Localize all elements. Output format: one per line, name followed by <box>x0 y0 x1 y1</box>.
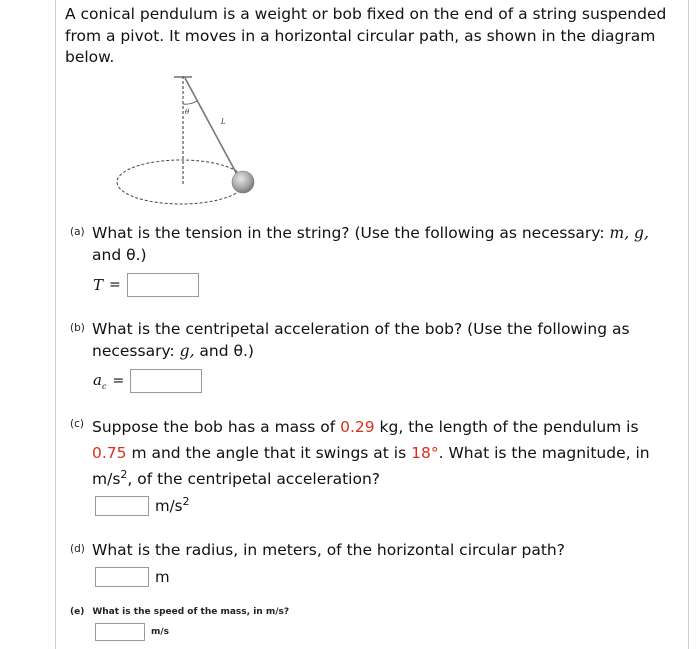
speed-input[interactable] <box>95 623 145 641</box>
part-a-answer-row <box>93 273 199 297</box>
theta-label: θ <box>185 108 190 116</box>
part-a-question: What is the tension in the string? (Use the following as necessary: m, g, and θ.) <box>92 224 649 264</box>
part-b-question: What is the centripetal acceleration of the bob? (Use the following as necessary: g, and θ.) <box>92 320 630 360</box>
conical-pendulum-diagram <box>110 74 260 214</box>
tension-input[interactable] <box>127 273 199 297</box>
centripetal-accel-value-input[interactable] <box>95 496 149 516</box>
part-c-unit: $m/s^2$ <box>155 495 190 515</box>
part-b-answer-row <box>93 369 202 393</box>
circular-path <box>117 160 245 204</box>
centripetal-accel-label: $a_c$ <box>93 371 107 391</box>
part-e-question: What is the speed of the mass, in m/s? <box>92 607 290 617</box>
intro-text: A conical pendulum is a weight or bob fixed on the end of a string suspended from a pivot. It moves in a horizontal circular path, as shown in the diagram below. <box>65 5 667 66</box>
part-b <box>70 318 670 362</box>
part-e-unit: m/s <box>151 627 170 637</box>
bob <box>232 171 254 193</box>
equals-sign: = <box>112 373 125 389</box>
part-d-answer-row <box>95 567 170 587</box>
part-c-answer-row <box>95 496 189 516</box>
part-e-answer-row <box>95 623 169 641</box>
part-a-letter: (a) <box>70 226 85 238</box>
angle-arc <box>183 101 197 104</box>
part-c-letter: (c) <box>70 418 84 430</box>
part-e-letter: (e) <box>70 607 85 617</box>
length-label: L <box>221 118 226 126</box>
equals-sign: = <box>109 277 121 293</box>
part-b-letter: (b) <box>70 322 85 334</box>
part-e <box>70 607 289 617</box>
angle-value: 18° <box>411 444 439 462</box>
radius-input[interactable] <box>95 567 149 587</box>
part-d-question: What is the radius, in meters, of the horizontal circular path? <box>92 541 565 559</box>
mass-value: 0.29 <box>340 418 375 436</box>
part-c <box>70 414 670 492</box>
part-d-letter: (d) <box>70 543 85 555</box>
centripetal-accel-input[interactable] <box>130 369 202 393</box>
string <box>185 78 240 180</box>
tension-label: T <box>93 276 104 294</box>
part-c-question: Suppose the bob has a mass of 0.29 kg, the length of the pendulum is 0.75 m and the angle that it swings at is 18°. What is the magnitude, in $m/s^2$, of the centripetal acceleration? <box>92 418 650 488</box>
part-d <box>70 539 670 561</box>
length-value: 0.75 <box>92 444 127 462</box>
part-a <box>70 222 670 266</box>
part-d-unit: m <box>155 568 170 586</box>
